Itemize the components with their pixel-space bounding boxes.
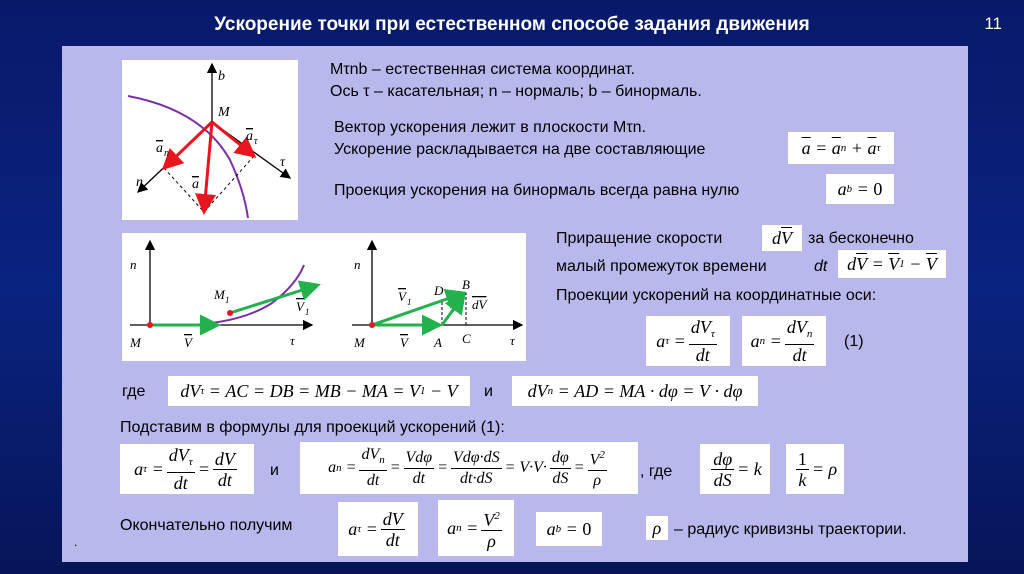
label-tau: τ	[280, 155, 286, 170]
label-tau-left: τ	[290, 333, 295, 348]
a-n-vector	[164, 122, 212, 168]
text-line-projections: Проекции ускорений на координатные оси:	[556, 287, 877, 304]
label-C: C	[462, 331, 471, 346]
text-where-2: , где	[640, 463, 673, 480]
natural-axes-diagram	[122, 60, 298, 220]
text-eq-number: (1)	[844, 333, 864, 350]
point-M1	[227, 310, 233, 316]
label-n: n	[136, 175, 143, 190]
V1-vector-right	[372, 293, 464, 325]
label-B: B	[462, 277, 470, 292]
label-V1-right: V	[398, 289, 406, 304]
formula-radius-rho: $\frac{1}{k}$ = ρ	[786, 444, 844, 494]
label-V1-right-sub: 1	[407, 297, 412, 307]
trajectory-curve	[128, 96, 248, 218]
page-number: 11	[984, 14, 1002, 33]
formula-a-tau: a τ = $\frac{dV_\tau}{dt}$	[646, 316, 730, 366]
label-D: D	[434, 283, 444, 298]
text-where-1: где	[122, 383, 146, 400]
label-n-left: n	[130, 257, 137, 272]
formula-a-n-full: a n = $\frac{dV_n}{dt}$ = $\frac{\text{Vdφ}}{dt}$ = $\frac{\text{Vdφ·dS}}{dt\cdot dS}$ = V·V· $\frac{d\varphi}{dS}$ = $\frac{V^2}{\rho}$	[300, 442, 638, 494]
point-M-left	[147, 322, 153, 328]
text-line-decompose: Ускорение раскладывается на две составляющие	[334, 141, 706, 158]
formula-final-a-n: a n = $\frac{V^2}{\rho}$	[438, 500, 514, 556]
label-a: a	[192, 177, 199, 192]
formula-decomposition: $\overline{a}$ = $\overline{a}$ n + $\overline{a}$ τ	[788, 132, 894, 164]
label-a-n: a	[156, 141, 163, 156]
label-V-left: V	[184, 335, 192, 350]
point-M-right	[369, 322, 375, 328]
text-line-increment: Приращение скорости	[556, 230, 723, 247]
formula-dV-tau: dV τ = AC = DB = MB − MA = V 1 − V	[168, 376, 470, 406]
text-line-interval: малый промежуток времени	[556, 258, 767, 275]
label-V-right: V	[400, 335, 408, 350]
label-V1-left-sub: 1	[305, 307, 310, 317]
footnote-dot: .	[74, 535, 78, 549]
velocity-increment-diagram	[122, 233, 526, 361]
formula-a-tau-full: a τ = $\frac{dV_\tau}{dt}$ = $\frac{dV}{dt}$	[120, 444, 254, 494]
text-line-finally: Окончательно получим	[120, 517, 293, 534]
text-and-1: и	[484, 383, 493, 400]
label-M1-sub: 1	[225, 295, 230, 305]
text-line-coordinate-system: Mτnb – естественная система координат.	[330, 61, 635, 78]
formula-dV-definition: d $\overline{V}$ = $\overline{V}$ 1 − $\overline{V}$	[838, 250, 946, 278]
label-b: b	[218, 69, 225, 84]
formula-dV: d $\overline{V}$	[762, 225, 802, 251]
text-line-infinitely: за бесконечно	[808, 230, 914, 247]
label-V1-left: V	[296, 299, 304, 314]
text-line-axes: Ось τ – касательная; n – нормаль; b – бинормаль.	[330, 83, 702, 100]
label-M-right: M	[354, 335, 365, 350]
formula-final-ab: a b = 0	[536, 512, 602, 546]
text-and-2: и	[270, 462, 279, 479]
label-M-left: M	[130, 335, 141, 350]
text-line-radius: – радиус кривизны траектории.	[674, 521, 907, 538]
label-M1: M	[214, 287, 225, 302]
text-line-substitute: Подставим в формулы для проекций ускорений (1):	[120, 419, 505, 436]
label-a-n-sub: n	[164, 148, 169, 159]
dashed-line-2	[204, 156, 254, 212]
velocity-increment-svg	[122, 233, 526, 361]
natural-axes-svg	[122, 60, 298, 220]
label-M: M	[218, 105, 230, 120]
label-a-tau: a	[246, 129, 253, 144]
label-a-tau-sub: τ	[254, 136, 258, 147]
formula-curvature-k: $\frac{d\varphi}{dS}$ = k	[700, 444, 770, 494]
formula-final-a-tau: a τ = $\frac{dV}{dt}$	[338, 502, 418, 556]
a-vector	[204, 122, 212, 212]
text-line-binormal: Проекция ускорения на бинормаль всегда равна нулю	[334, 182, 740, 199]
slide-title: Ускорение точки при естественном способе задания движения	[214, 14, 810, 35]
formula-dV-n: dV n = AD = MA · dφ = V · dφ	[512, 376, 758, 406]
label-n-right: n	[354, 257, 361, 272]
label-A: A	[434, 335, 442, 350]
label-dV: dV	[472, 297, 487, 312]
formula-a-n: a n = $\frac{dV_n}{dt}$	[742, 316, 826, 366]
formula-ab-zero: a b = 0	[826, 174, 894, 204]
text-line-plane: Вектор ускорения лежит в плоскости Mτn.	[334, 119, 646, 136]
text-dt: dt	[814, 258, 828, 275]
label-tau-right: τ	[510, 333, 515, 348]
formula-rho-symbol: ρ	[646, 516, 668, 540]
